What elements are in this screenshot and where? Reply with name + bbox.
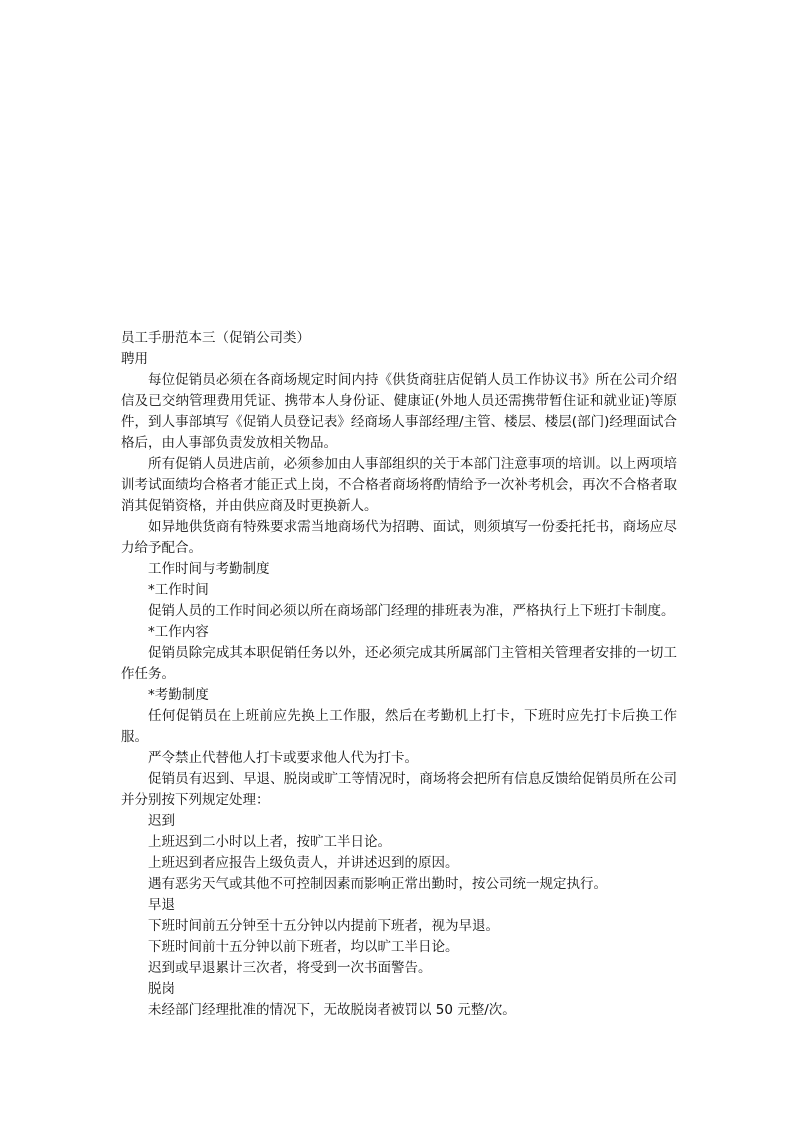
document-page [121,328,677,1021]
paragraph-hiring-1: 每位促销员必须在各商场规定时间内持《供货商驻店促销人员工作协议书》所在公司介绍信及已交纳管理费用凭证、携带本人身份证、健康证(外地人员还需携带暂住证和就业证)等原件，到人事部填写《促销人员登记表》经商场人事部经理/主管、楼层、楼层(部门)经理面试合格后，由人事部负责发放相关物品。 [121,372,677,451]
label-work-content: *工作内容 [148,624,209,640]
label-attendance-rules: *考勤制度 [148,687,209,703]
paragraph-hiring-3: 如异地供货商有特殊要求需当地商场代为招聘、面试，则须填写一份委托托书，商场应尽力给予配合。 [121,519,677,556]
label-absent: 脱岗 [148,981,175,997]
text-early-leave-1: 下班时间前五分钟至十五分钟以内提前下班者，视为早退。 [148,918,499,934]
text-early-leave-2: 下班时间前十五分钟以前下班者，均以旷工半日论。 [148,939,459,955]
label-late: 迟到 [148,813,175,829]
document-title: 员工手册范本三（促销公司类） [121,330,310,346]
text-late-2: 上班迟到者应报告上级负责人，并讲述迟到的原因。 [148,855,459,871]
text-work-content: 促销员除完成其本职促销任务以外，还必须完成其所属部门主管相关管理者安排的一切工作任务。 [121,645,677,682]
text-work-time: 促销人员的工作时间必须以所在商场部门经理的排班表为准，严格执行上下班打卡制度。 [148,603,675,619]
text-attendance-rule-2: 严令禁止代替他人打卡或要求他人代为打卡。 [148,750,418,766]
text-attendance-rule-3: 促销员有迟到、早退、脱岗或旷工等情况时，商场将会把所有信息反馈给促销员所在公司并分别按下列规定处理： [121,771,677,808]
text-late-3: 遇有恶劣天气或其他不可控制因素而影响正常出勤时，按公司统一规定执行。 [148,876,607,892]
section-heading-attendance: 工作时间与考勤制度 [148,561,270,577]
text-absent-1: 未经部门经理批准的情况下，无故脱岗者被罚以 50 元整/次。 [148,1002,516,1018]
text-attendance-rule-1: 任何促销员在上班前应先换上工作服，然后在考勤机上打卡，下班时应先打卡后换工作服。 [121,708,677,745]
label-early-leave: 早退 [148,897,175,913]
text-early-leave-3: 迟到或早退累计三次者，将受到一次书面警告。 [148,960,432,976]
paragraph-hiring-2: 所有促销人员进店前，必须参加由人事部组织的关于本部门注意事项的培训。以上两项培训考试面绩均合格者才能正式上岗，不合格者商场将酌情给予一次补考机会，再次不合格者取消其促销资格，并由供应商及时更换新人。 [121,456,677,514]
label-work-time: *工作时间 [148,582,209,598]
section-heading-hiring: 聘用 [121,351,148,367]
text-late-1: 上班迟到二小时以上者，按旷工半日论。 [148,834,391,850]
